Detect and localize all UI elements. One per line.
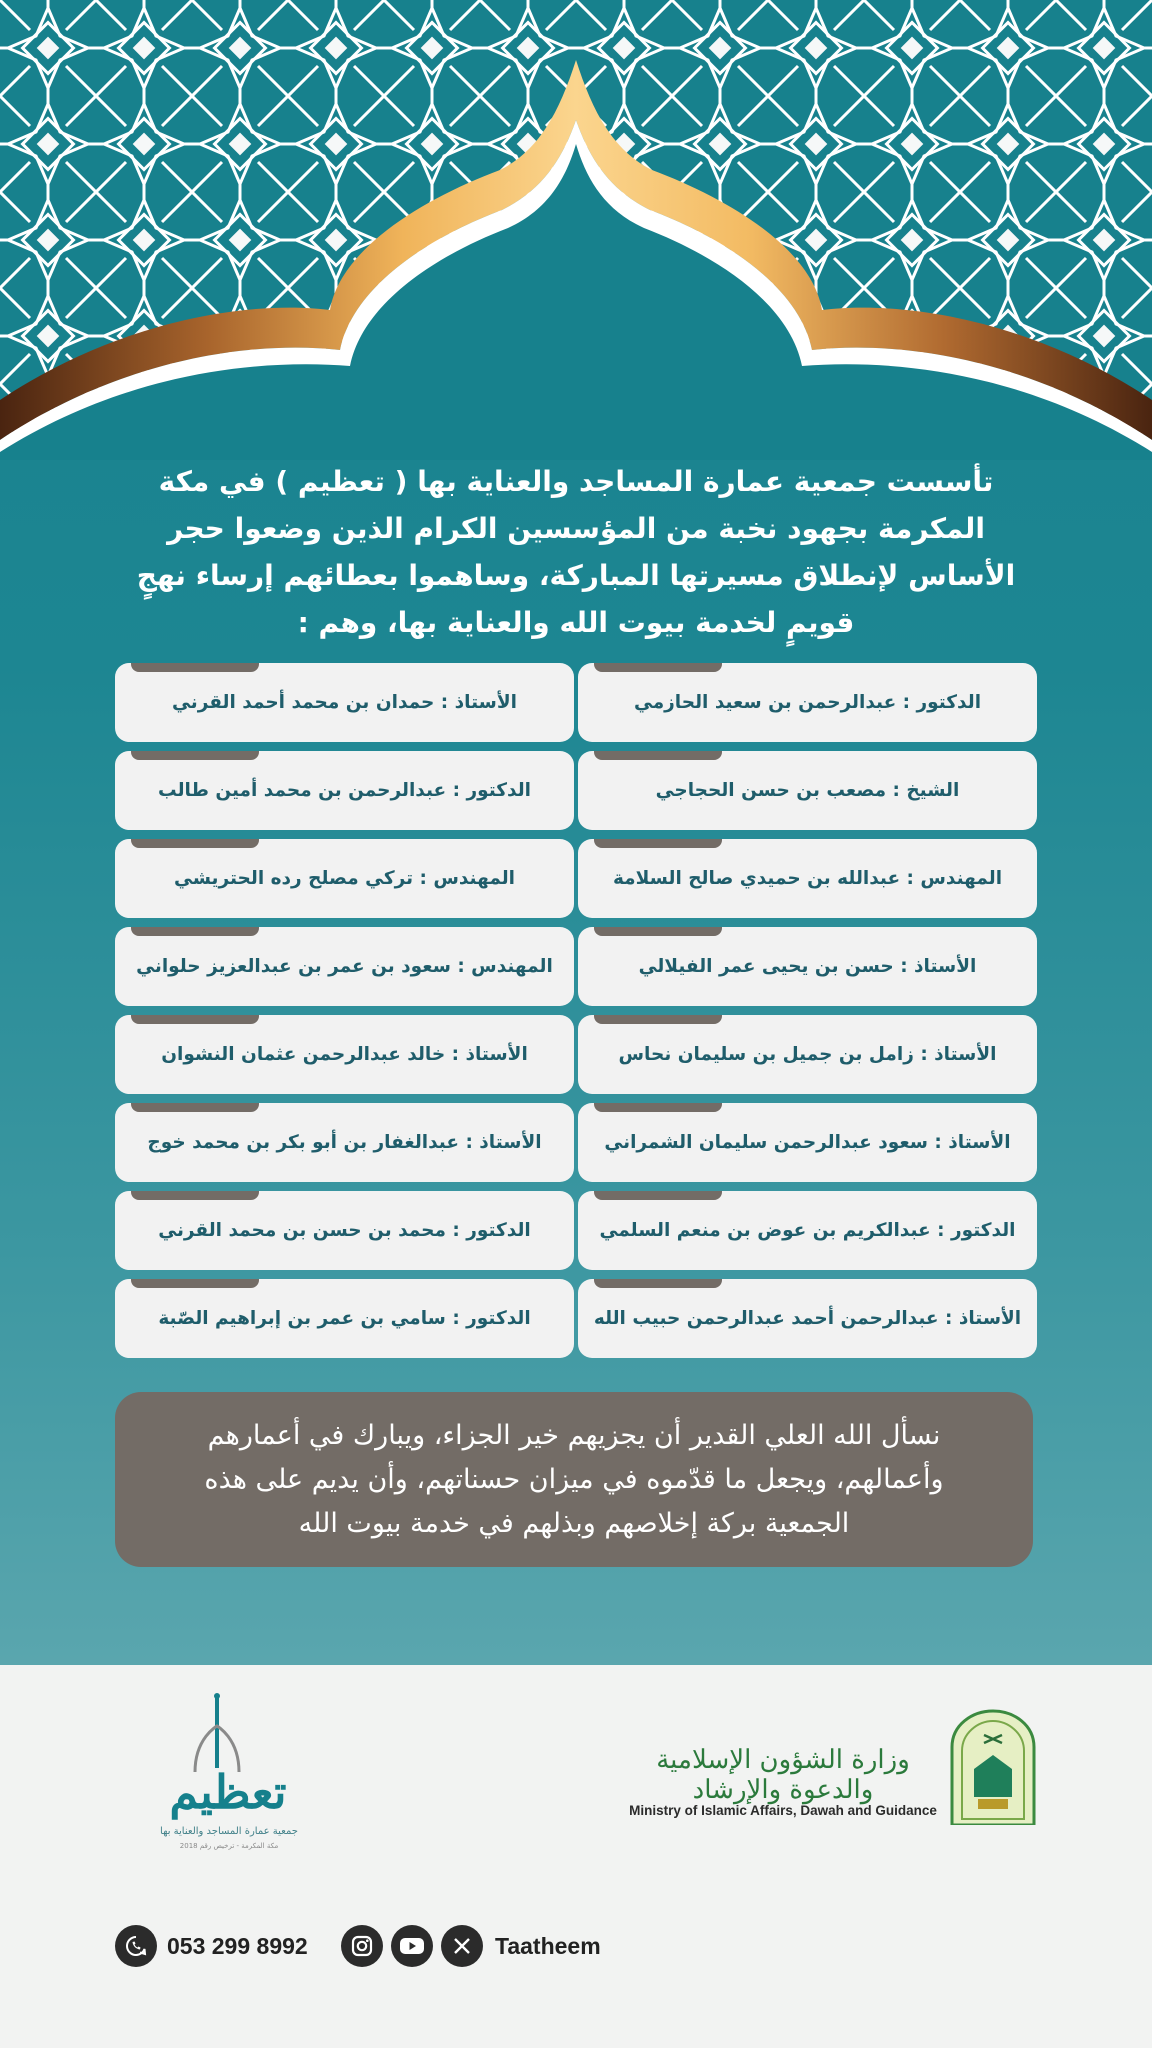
- ministry-name-arabic: وزارة الشؤون الإسلامية والدعوة والإرشاد: [656, 1745, 910, 1805]
- contact-bar: [115, 1925, 715, 1967]
- founder-name: الأستاذ : زامل بن جميل بن سليمان نحاس: [618, 1044, 997, 1065]
- founder-card: [578, 927, 1037, 1006]
- intro-paragraph: تأسست جمعية عمارة المساجد والعناية بها ( تعظيم ) في مكة المكرمة بجهود نخبة من المؤسسين الكرام الذين وضعوا حجر الأساس لإنطلاق مسيرتها المباركة، وساهموا بعطائهم إرساء نهجٍ قويمٍ لخدمة بيوت الله والعناية بها، وهم :: [136, 465, 1016, 639]
- founder-card: [115, 927, 574, 1006]
- founder-name: الدكتور : سامي بن عمر بن إبراهيم الصّبة: [158, 1308, 531, 1329]
- founder-card: [115, 1103, 574, 1182]
- youtube-icon[interactable]: [391, 1925, 433, 1967]
- founder-name: الدكتور : عبدالكريم بن عوض بن منعم السلمي: [599, 1220, 1016, 1241]
- card-tab: [131, 751, 259, 760]
- founders-grid: [115, 663, 1037, 1358]
- founder-card: [115, 1191, 574, 1270]
- card-tab: [594, 663, 722, 672]
- card-tab: [131, 1103, 259, 1112]
- arch-header-illustration: [0, 0, 1152, 460]
- founder-name: الأستاذ : حسن بن يحيى عمر الفيلالي: [638, 956, 977, 977]
- founder-card: [578, 1015, 1037, 1094]
- founder-name: الدكتور : محمد بن حسن بن محمد القرني: [158, 1220, 531, 1241]
- card-tab: [131, 663, 259, 672]
- founder-name: الأستاذ : عبدالغفار بن أبو بكر بن محمد خوج: [147, 1132, 542, 1153]
- founder-card: [578, 1103, 1037, 1182]
- card-tab: [594, 927, 722, 936]
- taatheem-logo-subtitle: جمعية عمارة المساجد والعناية بها: [160, 1826, 298, 1837]
- ministry-name-english: Ministry of Islamic Affairs, Dawah and Guidance: [629, 1803, 937, 1818]
- founder-name: الدكتور : عبدالرحمن بن سعيد الحازمي: [633, 692, 982, 713]
- founder-name: الشيخ : مصعب بن حسن الحجاجي: [655, 780, 960, 801]
- founder-card: [578, 1191, 1037, 1270]
- founder-card: [115, 839, 574, 918]
- card-tab: [594, 1191, 722, 1200]
- card-tab: [594, 1279, 722, 1288]
- founder-name: المهندس : سعود بن عمر بن عبدالعزيز حلواني: [136, 956, 553, 977]
- founder-card: [578, 751, 1037, 830]
- founder-name: الدكتور : عبدالرحمن بن محمد أمين طالب: [158, 780, 531, 801]
- founder-card: [578, 663, 1037, 742]
- founder-name: الأستاذ : خالد عبدالرحمن عثمان النشوان: [161, 1044, 528, 1065]
- founder-name: المهندس : تركي مصلح رده الحتريشي: [174, 868, 516, 889]
- card-tab: [594, 1015, 722, 1024]
- prayer-box: [115, 1392, 1033, 1567]
- founder-card: [115, 663, 574, 742]
- instagram-icon[interactable]: [341, 1925, 383, 1967]
- card-tab: [594, 839, 722, 848]
- prayer-text: نسأل الله العلي القدير أن يجزيهم خير الجزاء، ويبارك في أعمارهم وأعمالهم، ويجعل ما قدّموه في ميزان حسناتهم، وأن يديم على هذه الجمعية بركة إخلاصهم وبذلهم في خدمة بيوت الله: [204, 1419, 944, 1539]
- card-tab: [131, 927, 259, 936]
- taatheem-logo-word: تعظيم: [169, 1765, 287, 1819]
- card-tab: [131, 1279, 259, 1288]
- founder-card: [578, 1279, 1037, 1358]
- card-tab: [131, 1015, 259, 1024]
- card-tab: [594, 751, 722, 760]
- founder-name: الأستاذ : عبدالرحمن أحمد عبدالرحمن حبيب الله: [593, 1308, 1022, 1329]
- ministry-emblem-icon: [948, 1707, 1038, 1825]
- founder-card: [578, 839, 1037, 918]
- social-handle[interactable]: Taatheem: [495, 1933, 601, 1959]
- card-tab: [131, 839, 259, 848]
- card-tab: [594, 1103, 722, 1112]
- founder-card: [115, 1279, 574, 1358]
- whatsapp-icon[interactable]: [115, 1925, 157, 1967]
- taatheem-logo-small: مكة المكرمة - ترخيص رقم 2018: [179, 1842, 279, 1850]
- founder-name: الأستاذ : سعود عبدالرحمن سليمان الشمراني: [604, 1132, 1011, 1153]
- card-tab: [131, 1191, 259, 1200]
- founder-name: المهندس : عبدالله بن حميدي صالح السلامة: [612, 868, 1003, 889]
- founder-name: الأستاذ : حمدان بن محمد أحمد القرني: [172, 692, 517, 713]
- x-icon[interactable]: [441, 1925, 483, 1967]
- founder-card: [115, 1015, 574, 1094]
- phone-number[interactable]: 053 299 8992: [167, 1933, 308, 1959]
- founder-card: [115, 751, 574, 830]
